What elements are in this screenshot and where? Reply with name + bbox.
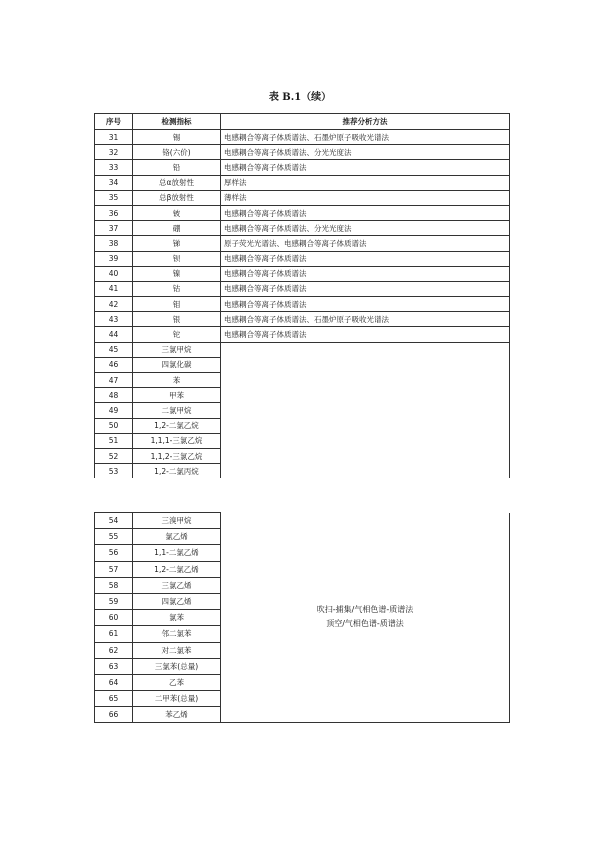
row-number: 59 (95, 593, 133, 609)
table-row (95, 175, 510, 190)
row-method: 电感耦合等离子体质谱法 (221, 160, 510, 175)
row-method: 电感耦合等离子体质谱法 (221, 205, 510, 220)
row-indicator: 1,2-二氯乙烷 (133, 418, 221, 433)
row-number: 50 (95, 418, 133, 433)
row-indicator: 1,1-二氯乙烯 (133, 545, 221, 561)
data-table-part2 (94, 512, 510, 723)
row-number: 43 (95, 312, 133, 327)
row-indicator: 1,1,1-三氯乙烷 (133, 433, 221, 448)
row-indicator: 三氯甲烷 (133, 342, 221, 357)
merged-method-line1: 吹扫-捕集/气相色谱-质谱法 (316, 605, 414, 615)
row-number: 41 (95, 281, 133, 296)
row-method: 电感耦合等离子体质谱法 (221, 251, 510, 266)
data-table-part1 (94, 113, 510, 478)
row-number: 60 (95, 610, 133, 626)
row-number: 58 (95, 577, 133, 593)
row-number: 45 (95, 342, 133, 357)
row-indicator: 锡 (133, 130, 221, 145)
row-number: 33 (95, 160, 133, 175)
row-method: 电感耦合等离子体质谱法 (221, 266, 510, 281)
merged-method-cell (221, 513, 510, 723)
row-number: 57 (95, 561, 133, 577)
row-indicator: 邻二氯苯 (133, 626, 221, 642)
table-row (95, 251, 510, 266)
table-row (95, 160, 510, 175)
table-caption: 表 B.1（续） (268, 92, 332, 103)
row-method: 薄样法 (221, 190, 510, 205)
row-indicator: 1,1,2-三氯乙烷 (133, 448, 221, 463)
row-number: 56 (95, 545, 133, 561)
row-indicator: 总β放射性 (133, 190, 221, 205)
row-number: 38 (95, 236, 133, 251)
row-indicator: 氯乙烯 (133, 529, 221, 545)
row-number: 49 (95, 403, 133, 418)
row-number: 53 (95, 464, 133, 479)
row-method: 电感耦合等离子体质谱法、石墨炉原子吸收光谱法 (221, 312, 510, 327)
header-indicator: 检测指标 (133, 114, 221, 130)
table-row (95, 342, 510, 357)
table-row (95, 145, 510, 160)
row-method: 原子荧光光谱法、电感耦合等离子体质谱法 (221, 236, 510, 251)
row-number: 34 (95, 175, 133, 190)
row-indicator: 钡 (133, 251, 221, 266)
row-indicator: 苯乙烯 (133, 707, 221, 723)
row-number: 51 (95, 433, 133, 448)
row-number: 47 (95, 373, 133, 388)
row-number: 52 (95, 448, 133, 463)
row-indicator: 1,2-二氯丙烷 (133, 464, 221, 479)
row-number: 31 (95, 130, 133, 145)
row-method: 电感耦合等离子体质谱法、分光光度法 (221, 145, 510, 160)
row-indicator: 三氯苯(总量) (133, 658, 221, 674)
row-method: 电感耦合等离子体质谱法、石墨炉原子吸收光谱法 (221, 130, 510, 145)
row-method: 厚样法 (221, 175, 510, 190)
row-indicator: 银 (133, 312, 221, 327)
table-header-row (95, 114, 510, 130)
row-indicator: 钼 (133, 297, 221, 312)
table-row (95, 130, 510, 145)
row-number: 62 (95, 642, 133, 658)
row-indicator: 四氯化碳 (133, 357, 221, 372)
row-number: 36 (95, 205, 133, 220)
row-number: 46 (95, 357, 133, 372)
row-indicator: 钴 (133, 281, 221, 296)
row-indicator: 二氯甲烷 (133, 403, 221, 418)
header-method: 推荐分析方法 (221, 114, 510, 130)
row-number: 66 (95, 707, 133, 723)
row-method: 电感耦合等离子体质谱法 (221, 297, 510, 312)
table-row (95, 221, 510, 236)
row-indicator: 1,2-二氯乙烯 (133, 561, 221, 577)
row-number: 48 (95, 388, 133, 403)
row-indicator: 总α放射性 (133, 175, 221, 190)
row-indicator: 二甲苯(总量) (133, 691, 221, 707)
row-indicator: 铍 (133, 205, 221, 220)
row-indicator: 镍 (133, 266, 221, 281)
row-indicator: 硼 (133, 221, 221, 236)
row-number: 61 (95, 626, 133, 642)
table-row (95, 327, 510, 342)
row-number: 55 (95, 529, 133, 545)
row-indicator: 甲苯 (133, 388, 221, 403)
table-row (95, 281, 510, 296)
row-indicator: 锑 (133, 236, 221, 251)
row-indicator: 对二氯苯 (133, 642, 221, 658)
table-row (95, 312, 510, 327)
table-row (95, 513, 510, 529)
table-row (95, 205, 510, 220)
row-indicator: 乙苯 (133, 674, 221, 690)
row-number: 65 (95, 691, 133, 707)
row-number: 39 (95, 251, 133, 266)
row-indicator: 铅 (133, 160, 221, 175)
row-number: 44 (95, 327, 133, 342)
row-method: 电感耦合等离子体质谱法 (221, 281, 510, 296)
row-method: 电感耦合等离子体质谱法 (221, 327, 510, 342)
table-row (95, 297, 510, 312)
row-number: 35 (95, 190, 133, 205)
row-indicator: 苯 (133, 373, 221, 388)
table-row (95, 266, 510, 281)
row-number: 40 (95, 266, 133, 281)
row-number: 32 (95, 145, 133, 160)
row-indicator: 氯苯 (133, 610, 221, 626)
row-indicator: 四氯乙烯 (133, 593, 221, 609)
header-no: 序号 (95, 114, 133, 130)
row-indicator: 铊 (133, 327, 221, 342)
row-method: 电感耦合等离子体质谱法、分光光度法 (221, 221, 510, 236)
row-indicator: 铬(六价) (133, 145, 221, 160)
row-number: 64 (95, 674, 133, 690)
table-row (95, 190, 510, 205)
row-number: 63 (95, 658, 133, 674)
row-number: 42 (95, 297, 133, 312)
merged-method-line2: 顶空/气相色谱-质谱法 (326, 619, 404, 629)
merged-method-cell-top (221, 342, 510, 478)
table-row (95, 236, 510, 251)
row-indicator: 三氯乙烯 (133, 577, 221, 593)
row-number: 37 (95, 221, 133, 236)
row-indicator: 三溴甲烷 (133, 513, 221, 529)
row-number: 54 (95, 513, 133, 529)
